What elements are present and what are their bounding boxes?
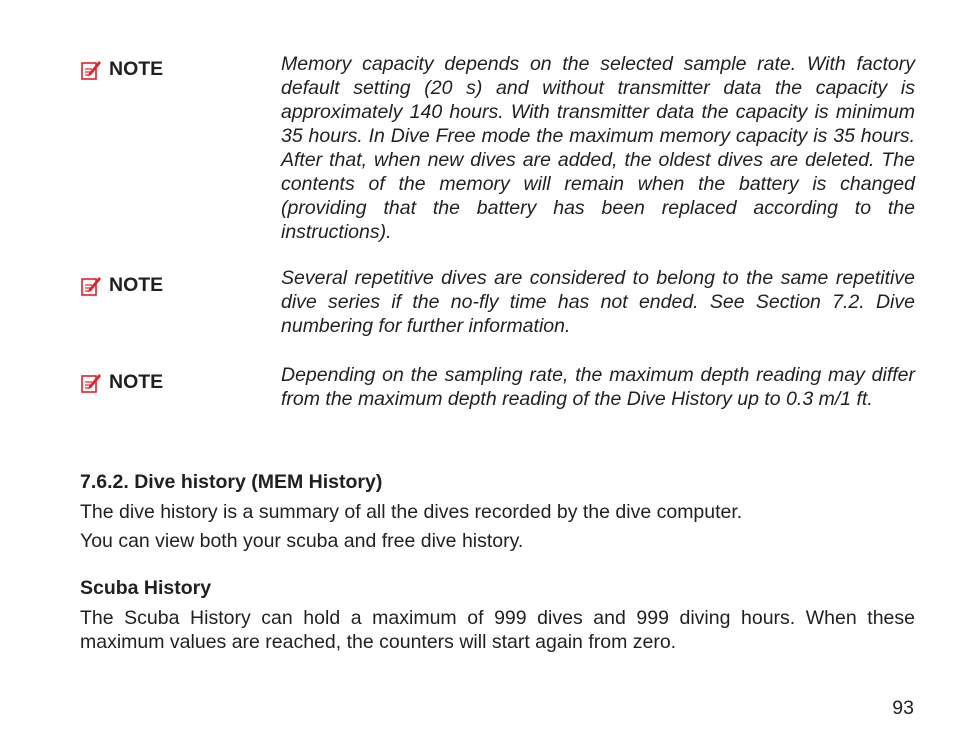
note-pencil-icon — [80, 372, 102, 394]
note-text-1: Memory capacity depends on the selected sample rate. With factory default setting (20 s) and without transmitter data the capacity is approximately 140 hours. With transmitter data the capacity is minimum 35 hours. In Dive Free mode the maximum memory capacity is 35 hours. After that, when new dives are added, the oldest dives are deleted. The contents of the memory will remain when the battery is changed (providing that the battery has been replaced according to the instructions). — [281, 53, 915, 243]
subsection-heading: Scuba History — [80, 577, 212, 599]
note-text-3: Depending on the sampling rate, the maximum depth reading may differ from the maximum depth reading of the Dive History up to 0.3 m/1 ft. — [281, 364, 915, 410]
note-pencil-icon — [80, 59, 102, 81]
note-label-text: NOTE — [109, 58, 164, 80]
section-heading: 7.6.2. Dive history (MEM History) — [80, 471, 383, 493]
note-pencil-icon — [80, 275, 102, 297]
note-label-2 — [80, 274, 163, 297]
note-label-3 — [80, 371, 163, 394]
page-number: 93 — [892, 697, 914, 719]
note-label-text: NOTE — [109, 274, 164, 296]
subsection-paragraph: The Scuba History can hold a maximum of 999 dives and 999 diving hours. When these maximum values are reached, the counters will start again from zero. — [80, 607, 915, 653]
note-label-text: NOTE — [109, 371, 164, 393]
note-label-1 — [80, 58, 163, 81]
section-paragraph-1: The dive history is a summary of all the dives recorded by the dive computer. — [80, 501, 743, 523]
note-text-2: Several repetitive dives are considered to belong to the same repetitive dive series if the no-fly time has not ended. See Section 7.2. Dive numbering for further information. — [281, 267, 915, 337]
section-paragraph-2: You can view both your scuba and free dive history. — [80, 530, 524, 552]
